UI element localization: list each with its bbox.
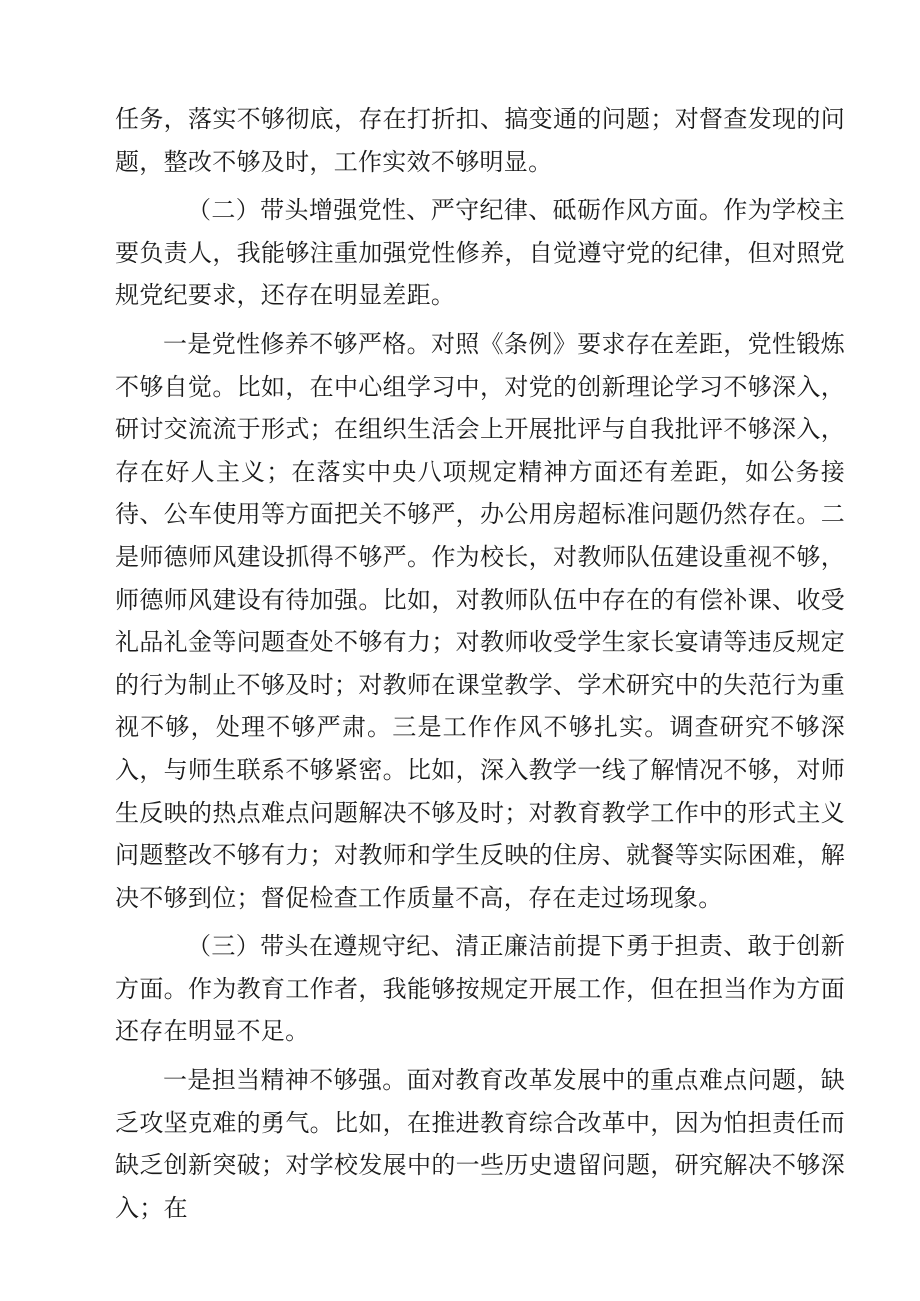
paragraph-continuation: 任务，落实不够彻底，存在打折扣、搞变通的问题；对督查发现的问题，整改不够及时，工作实效不够明显。: [115, 105, 845, 176]
document-page: [115, 98, 845, 1229]
paragraph-party-discipline: 一是党性修养不够严格。对照《条例》要求存在差距，党性锻炼不够自觉。比如，在中心组学习中，对党的创新理论学习不够深入，研讨交流流于形式；在组织生活会上开展批评与自我批评不够深入，存在好人主义；在落实中央八项规定精神方面还有差距，如公务接待、公车使用等方面把关不够严，办公用房超标准问题仍然存在。二是师德师风建设抓得不够严。作为校长，对教师队伍建设重视不够，师德师风建设有待加强。比如，对教师队伍中存在的有偿补课、收受礼品礼金等问题查处不够有力；对教师收受学生家长宴请等违反规定的行为制止不够及时；对教师在课堂教学、学术研究中的失范行为重视不够，处理不够严肃。三是工作作风不够扎实。调查研究不够深入，与师生联系不够紧密。比如，深入教学一线了解情况不够，对师生反映的热点难点问题解决不够及时；对教育教学工作中的形式主义问题整改不够有力；对教师和学生反映的住房、就餐等实际困难，解决不够到位；督促检查工作质量不高，存在走过场现象。: [115, 329, 845, 912]
section-heading-three: （三）带头在遵规守纪、清正廉洁前提下勇于担责、敢于创新方面。作为教育工作者，我能够按规定开展工作，但在担当作为方面还存在明显不足。: [115, 932, 845, 1046]
paragraph-responsibility: 一是担当精神不够强。面对教育改革发展中的重点难点问题，缺乏攻坚克难的勇气。比如，在推进教育综合改革中，因为怕担责任而缺乏创新突破；对学校发展中的一些历史遗留问题，研究解决不够深入；在: [115, 1066, 845, 1222]
section-heading-two: （二）带头增强党性、严守纪律、砥砺作风方面。作为学校主要负责人，我能够注重加强党性修养，自觉遵守党的纪律，但对照党规党纪要求，还存在明显差距。: [115, 196, 845, 310]
